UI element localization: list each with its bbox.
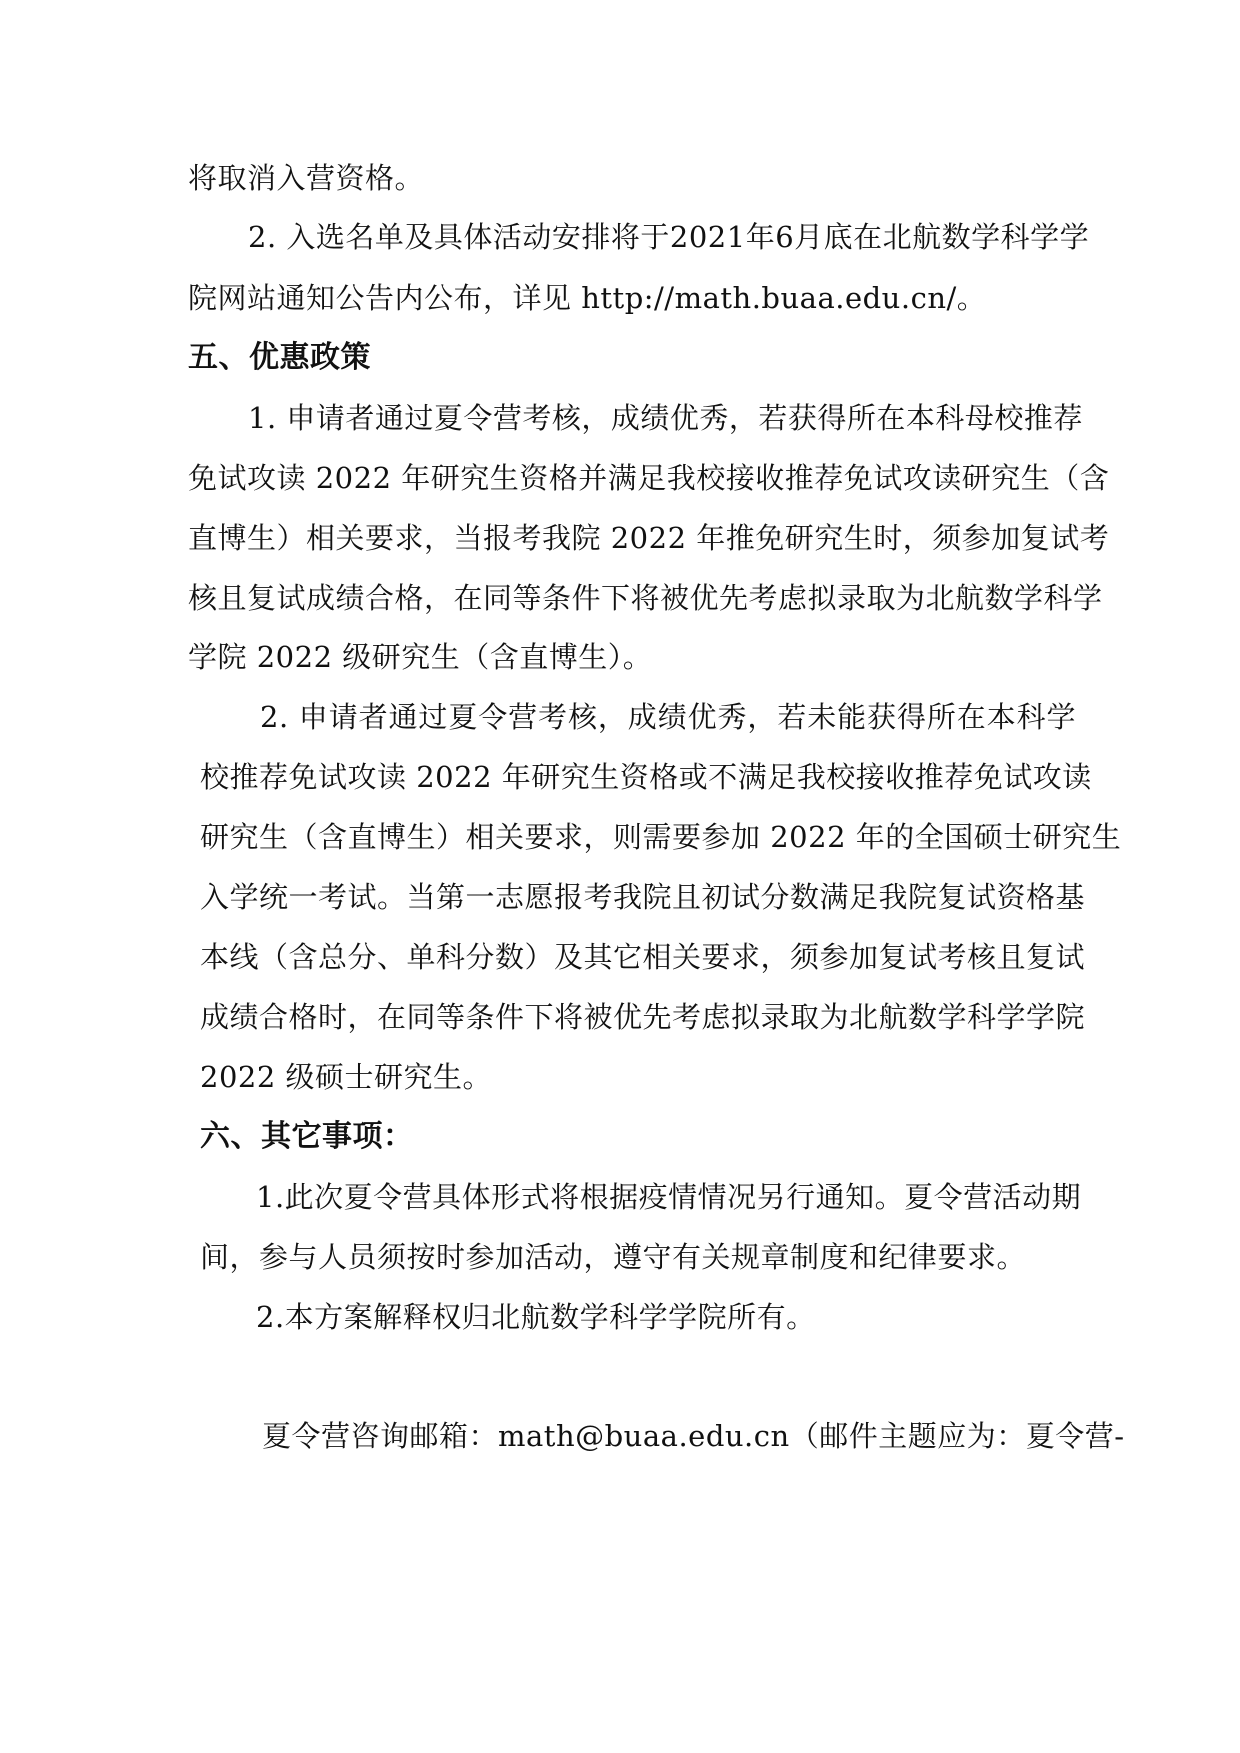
text-line: 院网站通知公告内公布，详见 http://math.buaa.edu.cn/。 [188,281,987,315]
text-line: 直博生）相关要求，当报考我院 2022 年推免研究生时，须参加复试考 [188,521,1110,555]
text-line: 研究生（含直博生）相关要求，则需要参加 2022 年的全国硕士研究生 [200,820,1122,854]
text-line: 校推荐免试攻读 2022 年研究生资格或不满足我校接收推荐免试攻读 [200,760,1092,794]
text-line: 间，参与人员须按时参加活动，遵守有关规章制度和纪律要求。 [200,1240,1027,1274]
text-line: 将取消入营资格。 [188,161,425,195]
text-line: 1.此次夏令营具体形式将根据疫情情况另行通知。夏令营活动期 [256,1180,1082,1214]
text-line: 核且复试成绩合格，在同等条件下将被优先考虑拟录取为北航数学科学 [188,581,1103,615]
text-line: 本线（含总分、单科分数）及其它相关要求，须参加复试考核且复试 [200,940,1086,974]
text-line: 2. 申请者通过夏令营考核，成绩优秀，若未能获得所在本科学 [260,700,1076,734]
text-line: 2. 入选名单及具体活动安排将于2021年6月底在北航数学科学学 [248,220,1090,254]
text-line: 成绩合格时，在同等条件下将被优先考虑拟录取为北航数学科学学院 [200,1000,1086,1034]
section-heading-6: 六、其它事项： [200,1119,414,1154]
text-line: 入学统一考试。当第一志愿报考我院且初试分数满足我院复试资格基 [200,880,1086,914]
text-line: 学院 2022 级研究生（含直博生）。 [188,640,653,674]
text-line: 2022 级硕士研究生。 [200,1060,493,1094]
text-line: 2.本方案解释权归北航数学科学学院所有。 [256,1300,816,1334]
contact-email-line: 夏令营咨询邮箱：math@buaa.edu.cn（邮件主题应为：夏令营- [262,1419,1125,1453]
text-line: 免试攻读 2022 年研究生资格并满足我校接收推荐免试攻读研究生（含 [188,461,1110,495]
section-heading-5: 五、优惠政策 [188,340,371,375]
text-line: 1. 申请者通过夏令营考核，成绩优秀，若获得所在本科母校推荐 [248,401,1083,435]
